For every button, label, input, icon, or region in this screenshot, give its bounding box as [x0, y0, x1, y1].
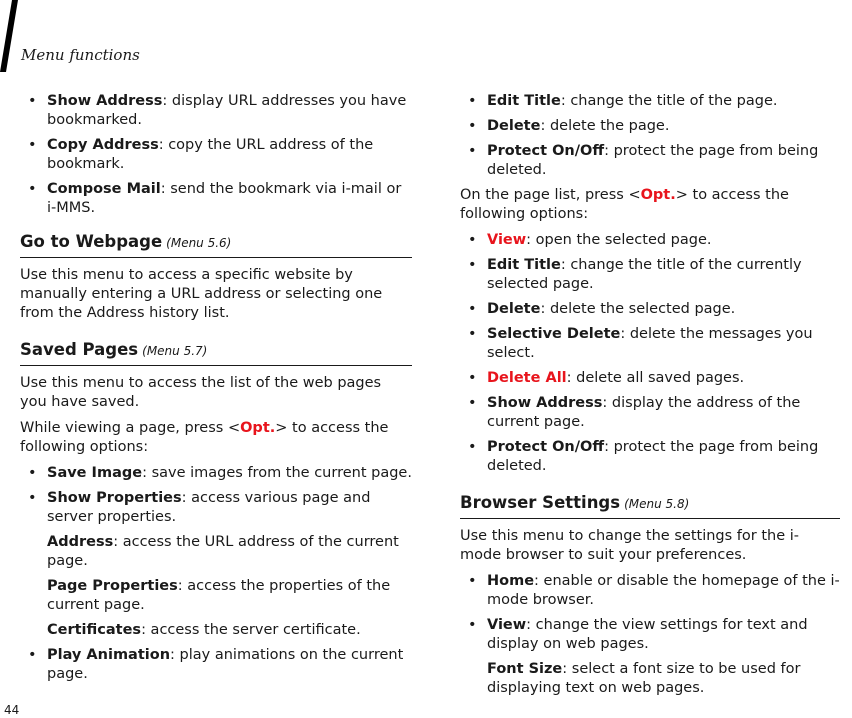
options-intro: On the page list, press <Opt.> to access the following options: — [460, 187, 789, 222]
list-item: • Save Image: save images from the current page. — [20, 464, 412, 483]
sub-item: Address: access the URL address of the current page. — [47, 534, 399, 569]
section-body: Use this menu to change the settings for the i-mode browser to suit your preferences. — [460, 528, 799, 563]
list-item: • Home: enable or disable the homepage of the i-mode browser. — [460, 572, 840, 610]
section-heading-saved-pages: Saved Pages (Menu 5.7) — [20, 339, 412, 366]
list-item: • Copy Address: copy the URL address of the bookmark. — [20, 136, 412, 174]
section-body: Use this menu to access a specific website by manually entering a URL address or selecting one from the Address history list. — [20, 267, 383, 321]
list-item: • Show Properties: access various page and server properties. — [20, 489, 412, 527]
list-item: • Play Animation: play animations on the current page. — [20, 646, 412, 684]
sub-item: Font Size: select a font size to be used for displaying text on web pages. — [487, 661, 801, 696]
right-column — [460, 92, 840, 704]
section-heading-go-to-webpage: Go to Webpage (Menu 5.6) — [20, 231, 412, 258]
list-item: • Show Address: display URL addresses you have bookmarked. — [20, 92, 412, 130]
sub-item: Certificates: access the server certificate. — [47, 622, 361, 638]
list-item: • Delete: delete the selected page. — [460, 300, 840, 319]
options-intro: While viewing a page, press <Opt.> to access the following options: — [20, 420, 389, 455]
list-item: • View: change the view settings for text and display on web pages. — [460, 616, 840, 654]
list-item: • Show Address: display the address of the current page. — [460, 394, 840, 432]
header-title: Menu functions — [21, 46, 140, 64]
section-heading-browser-settings: Browser Settings (Menu 5.8) — [460, 492, 840, 519]
list-item: • Compose Mail: send the bookmark via i-mail or i-MMS. — [20, 180, 412, 218]
list-item: • View: open the selected page. — [460, 231, 840, 250]
left-column — [20, 92, 412, 690]
list-item: • Delete: delete the page. — [460, 117, 840, 136]
page-number: 44 — [4, 703, 20, 717]
section-body: Use this menu to access the list of the web pages you have saved. — [20, 375, 382, 410]
list-item: • Protect On/Off: protect the page from being deleted. — [460, 142, 840, 180]
list-item: • Protect On/Off: protect the page from being deleted. — [460, 438, 840, 476]
list-item: • Edit Title: change the title of the currently selected page. — [460, 256, 840, 294]
list-item: • Edit Title: change the title of the page. — [460, 92, 840, 111]
list-item: • Delete All: delete all saved pages. — [460, 369, 840, 388]
sub-item: Page Properties: access the properties of the current page. — [47, 578, 391, 613]
list-item: • Selective Delete: delete the messages you select. — [460, 325, 840, 363]
header-bar-decoration — [0, 0, 18, 72]
